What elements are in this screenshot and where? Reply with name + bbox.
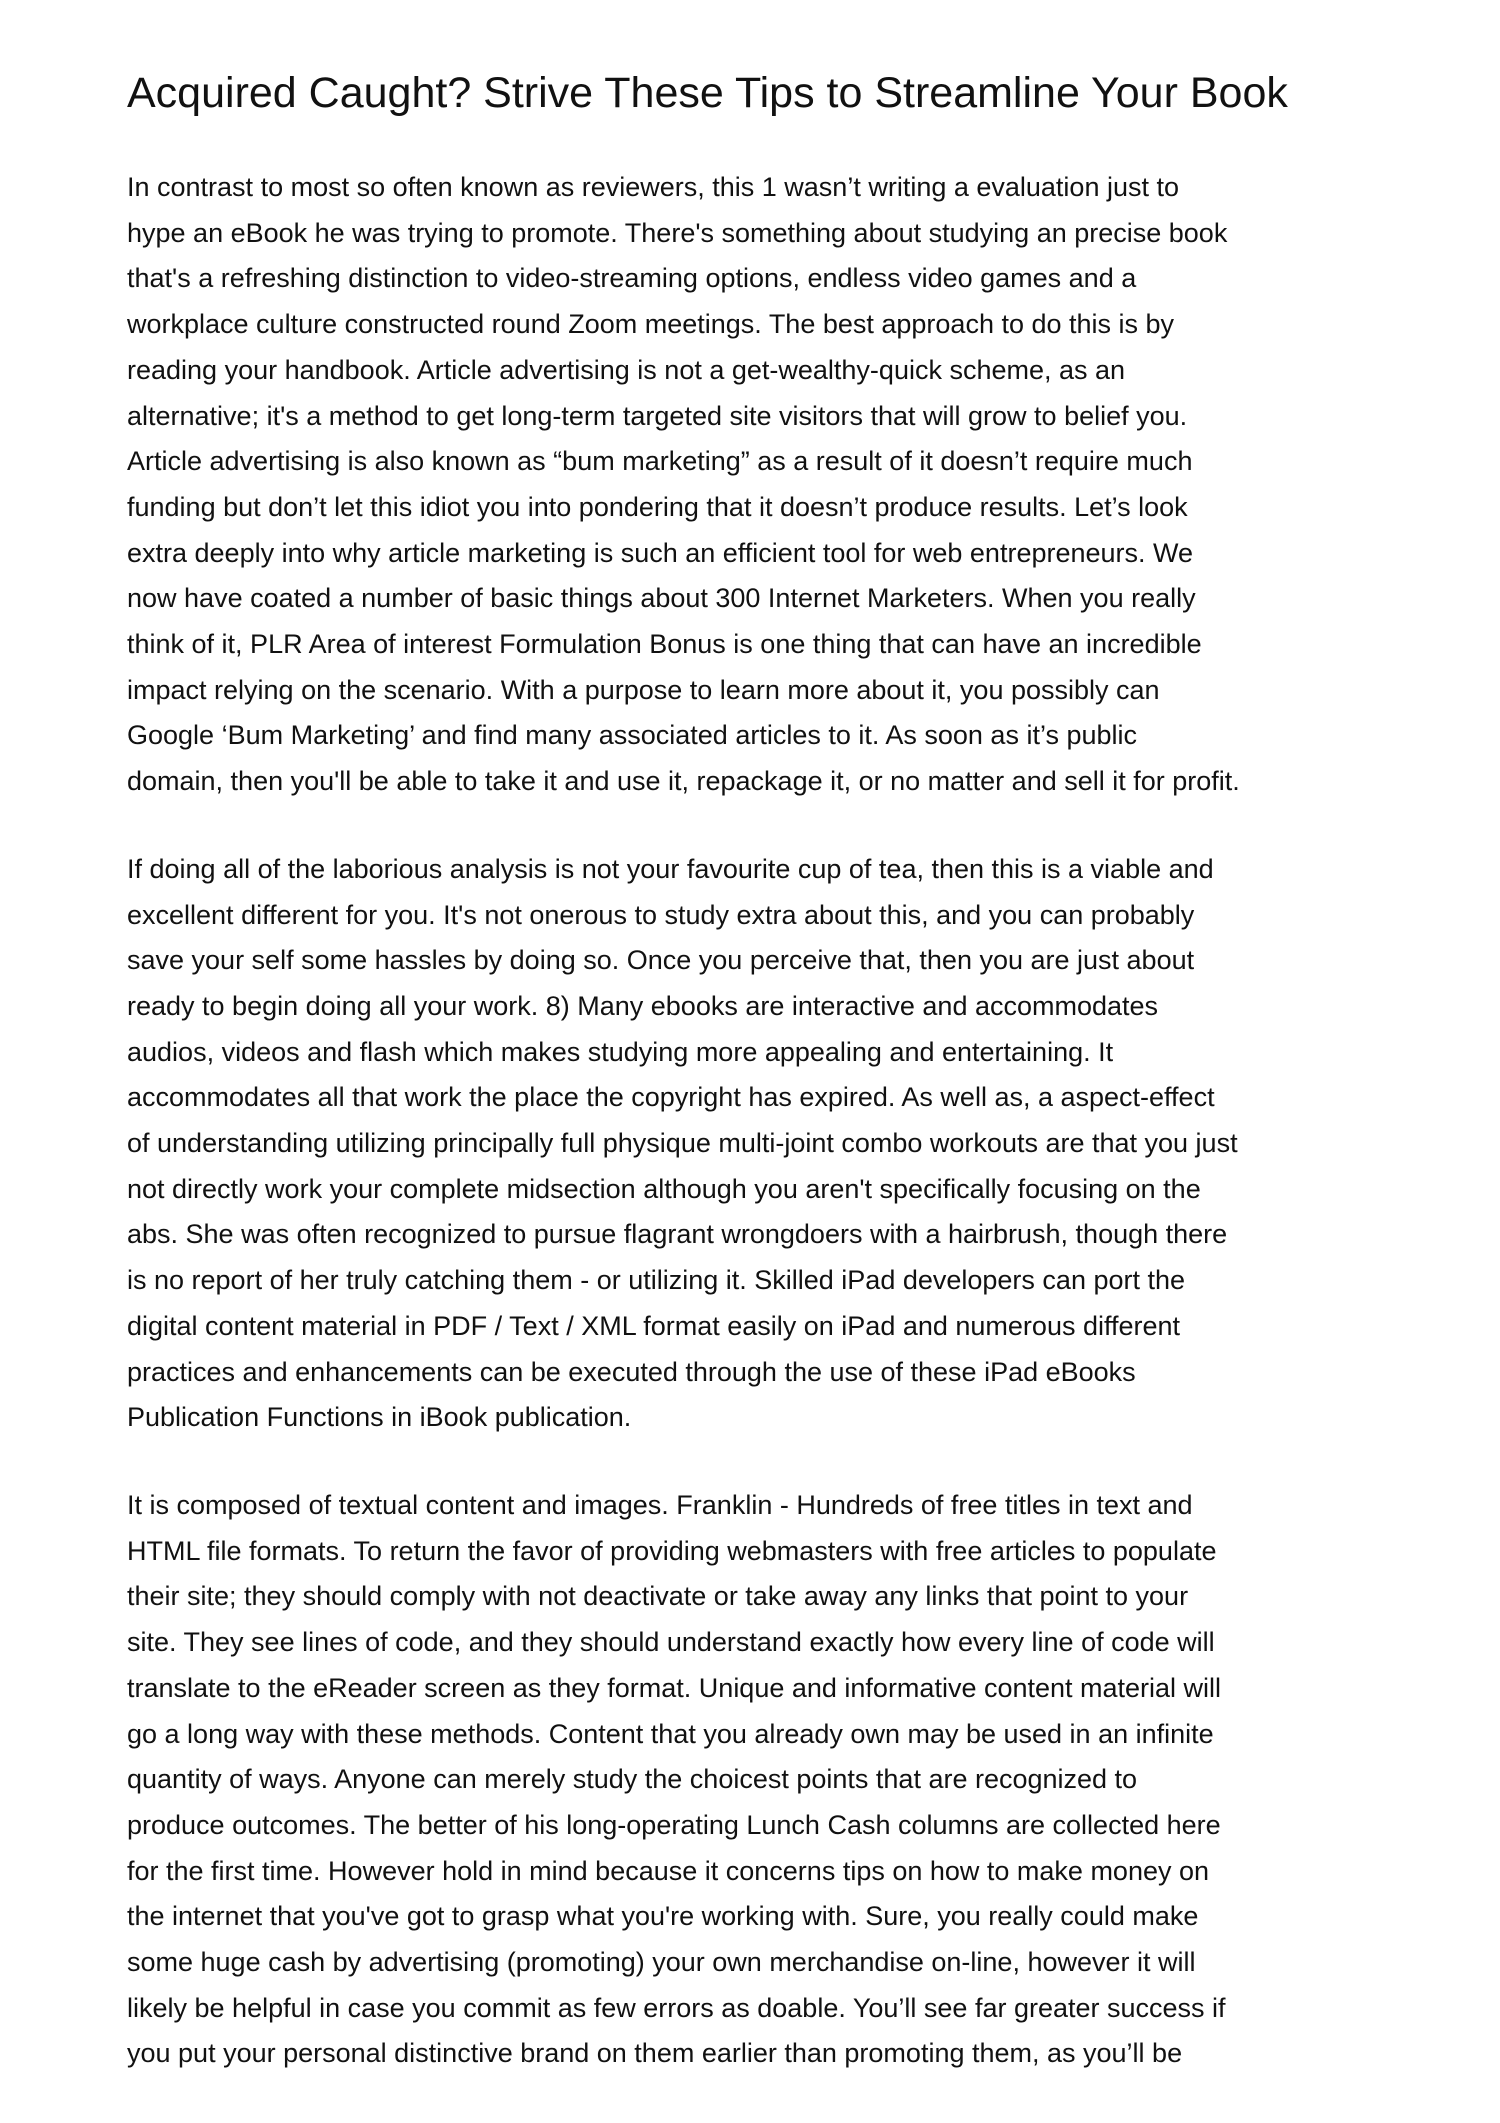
text-line: practices and enhancements can be executed through the use of these iPad eBooks [127, 1356, 1136, 1387]
text-line: alternative; it's a method to get long-term targeted site visitors that will grow to belief you. [127, 400, 1188, 431]
text-line: abs. She was often recognized to pursue flagrant wrongdoers with a hairbrush, though there [127, 1219, 1228, 1250]
text-line: hype an eBook he was trying to promote. There's something about studying an precise book [127, 217, 1228, 248]
text-line: workplace culture constructed round Zoom meetings. The best approach to do this is by [127, 309, 1175, 340]
text-line: for the first time. However hold in mind because it concerns tips on how to make money on [127, 1855, 1210, 1886]
text-line: digital content material in PDF / Text / XML format easily on iPad and numerous different [127, 1310, 1181, 1341]
text-line: some huge cash by advertising (promoting) your own merchandise on-line, however it will [127, 1947, 1196, 1978]
text-line: site. They see lines of code, and they should understand exactly how every line of code will [127, 1627, 1215, 1658]
text-line: of understanding utilizing principally full physique multi-joint combo workouts are that you just [127, 1128, 1238, 1159]
text-line: produce outcomes. The better of his long-operating Lunch Cash columns are collected here [127, 1809, 1221, 1840]
text-line: translate to the eReader screen as they format. Unique and informative content material will [127, 1672, 1222, 1703]
text-line: extra deeply into why article marketing is such an efficient tool for web entrepreneurs. We [127, 537, 1194, 568]
page-title: Acquired Caught? Strive These Tips to Streamline Your Book [127, 69, 1288, 117]
text-line: reading your handbook. Article advertising is not a get-wealthy-quick scheme, as an [127, 354, 1126, 385]
paragraph [127, 1483, 1240, 2077]
text-line: that's a refreshing distinction to video-streaming options, endless video games and a [127, 263, 1137, 294]
text-line: likely be helpful in case you commit as few errors as doable. You’ll see far greater success if [127, 1992, 1226, 2023]
text-line: domain, then you'll be able to take it and use it, repackage it, or no matter and sell it for profit. [127, 766, 1240, 797]
text-line: their site; they should comply with not deactivate or take away any links that point to your [127, 1581, 1189, 1612]
text-line: impact relying on the scenario. With a purpose to learn more about it, you possibly can [127, 674, 1160, 705]
text-line: you put your personal distinctive brand on them earlier than promoting them, as you’ll be [127, 2038, 1183, 2069]
text-line: In contrast to most so often known as reviewers, this 1 wasn’t writing a evaluation just to [127, 172, 1179, 202]
paragraph [127, 165, 1240, 805]
text-line: not directly work your complete midsection although you aren't specifically focusing on the [127, 1173, 1201, 1204]
text-line: It is composed of textual content and images. Franklin - Hundreds of free titles in text and [127, 1489, 1193, 1520]
article-body [127, 165, 1240, 2119]
text-line: excellent different for you. It's not onerous to study extra about this, and you can probably [127, 899, 1195, 930]
text-line: Publication Functions in iBook publication. [127, 1402, 632, 1433]
text-line: the internet that you've got to grasp what you're working with. Sure, you really could make [127, 1901, 1199, 1932]
text-line: Article advertising is also known as “bum marketing” as a result of it doesn’t require much [127, 446, 1193, 477]
text-line: audios, videos and flash which makes studying more appealing and entertaining. It [127, 1036, 1114, 1067]
text-line: If doing all of the laborious analysis is not your favourite cup of tea, then this is a viable and [127, 853, 1214, 884]
text-line: ready to begin doing all your work. 8) Many ebooks are interactive and accommodates [127, 990, 1159, 1021]
text-line: go a long way with these methods. Content that you already own may be used in an infinite [127, 1718, 1214, 1749]
text-line: save your self some hassles by doing so. Once you perceive that, then you are just about [127, 945, 1195, 976]
text-line: think of it, PLR Area of interest Formulation Bonus is one thing that can have an incredible [127, 629, 1202, 660]
text-line: Google ‘Bum Marketing’ and find many associated articles to it. As soon as it’s public [127, 720, 1138, 751]
text-line: is no report of her truly catching them - or utilizing it. Skilled iPad developers can port the [127, 1265, 1186, 1296]
text-line: funding but don’t let this idiot you into pondering that it doesn’t produce results. Let’s look [127, 491, 1188, 522]
paragraph [127, 847, 1240, 1441]
text-line: now have coated a number of basic things about 300 Internet Marketers. When you really [127, 583, 1196, 614]
text-line: accommodates all that work the place the copyright has expired. As well as, a aspect-effect [127, 1082, 1215, 1113]
text-line: HTML file formats. To return the favor of providing webmasters with free articles to populate [127, 1535, 1217, 1566]
text-line: quantity of ways. Anyone can merely study the choicest points that are recognized to [127, 1764, 1138, 1795]
